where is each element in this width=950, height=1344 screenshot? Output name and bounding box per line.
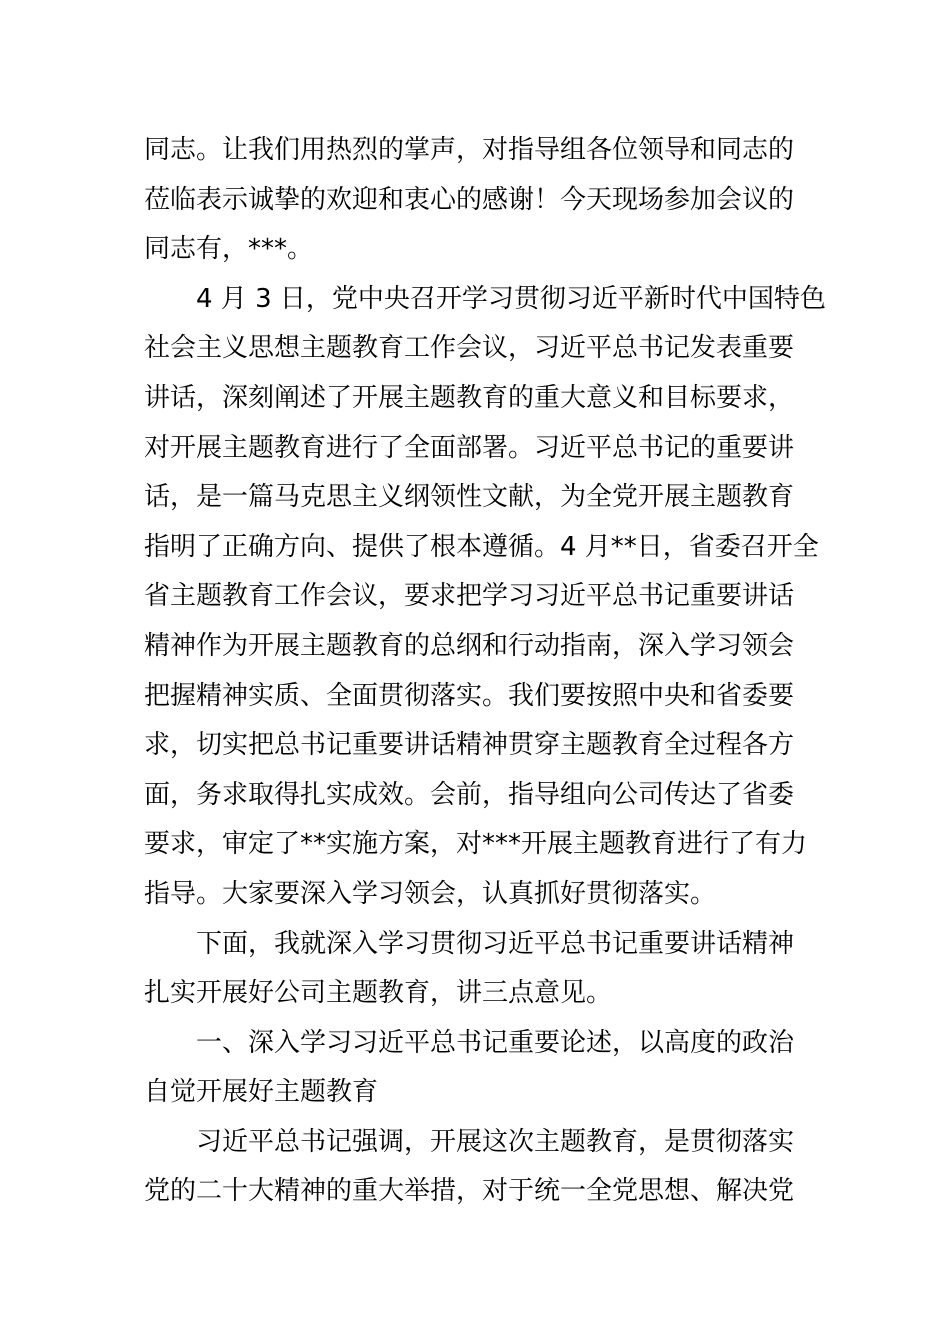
paragraph-start-line: 4 月 3 日，党中央召开学习贯彻习近平新时代中国特色 xyxy=(196,283,826,314)
text-line: 精神作为开展主题教育的总纲和行动指南，深入学习领会 xyxy=(144,630,795,661)
text-line: 省主题教育工作会议，要求把学习习近平总书记重要讲话 xyxy=(144,581,795,612)
text-line: 要求，审定了**实施方案，对***开展主题教育进行了有力 xyxy=(144,829,808,860)
section-heading-line: 自觉开展好主题教育 xyxy=(144,1077,379,1108)
text-line: 社会主义思想主题教育工作会议，习近平总书记发表重要 xyxy=(144,333,795,364)
text-line: 同志。让我们用热烈的掌声，对指导组各位领导和同志的 xyxy=(144,135,795,165)
text-line: 求，切实把总书记重要讲话精神贯穿主题教育全过程各方 xyxy=(144,730,795,761)
text-line: 指明了正确方向、提供了根本遵循。4 月**日，省委召开全 xyxy=(144,531,819,562)
section-heading-line: 一、深入学习习近平总书记重要论述，以高度的政治 xyxy=(196,1027,795,1058)
text-line: 指导。大家要深入学习领会，认真抓好贯彻落实。 xyxy=(144,878,717,909)
paragraph-start-line: 下面，我就深入学习贯彻习近平总书记重要讲话精神 xyxy=(196,928,795,959)
text-line: 话，是一篇马克思主义纲领性文献，为全党开展主题教育 xyxy=(144,482,795,513)
text-line: 把握精神实质、全面贯彻落实。我们要按照中央和省委要 xyxy=(144,680,795,711)
text-line: 面，务求取得扎实成效。会前，指导组向公司传达了省委 xyxy=(144,779,795,810)
body-text xyxy=(144,126,826,1217)
text-line: 同志有，***。 xyxy=(144,234,314,265)
text-line: 讲话，深刻阐述了开展主题教育的重大意义和目标要求， xyxy=(144,382,795,413)
text-line: 莅临表示诚挚的欢迎和衷心的感谢！今天现场参加会议的 xyxy=(144,184,795,215)
text-line: 党的二十大精神的重大举措，对于统一全党思想、解决党 xyxy=(144,1176,795,1207)
text-line: 扎实开展好公司主题教育，讲三点意见。 xyxy=(144,978,613,1009)
text-line: 对开展主题教育进行了全面部署。习近平总书记的重要讲 xyxy=(144,432,795,463)
paragraph-start-line: 习近平总书记强调，开展这次主题教育，是贯彻落实 xyxy=(196,1126,795,1157)
